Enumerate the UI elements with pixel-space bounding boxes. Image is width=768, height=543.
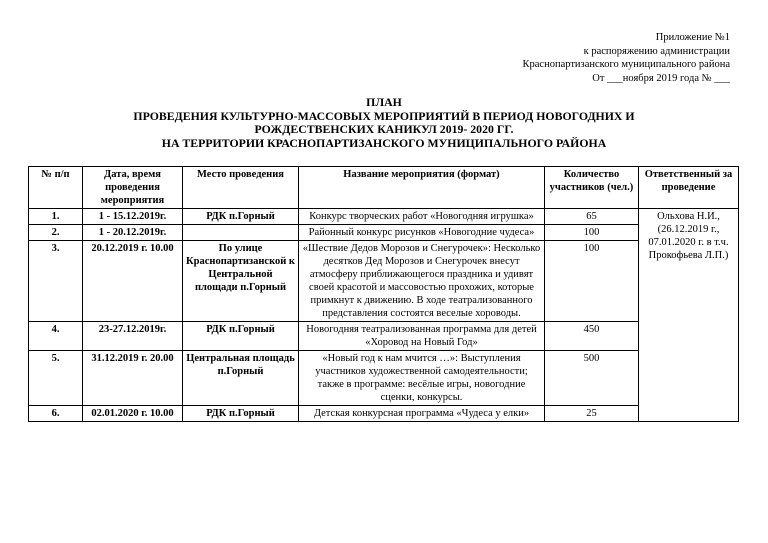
appendix-line: Краснопартизанского муниципального района: [522, 59, 730, 70]
cell-num: 1.: [29, 209, 83, 225]
cell-count: 65: [545, 209, 639, 225]
cell-num: 5.: [29, 351, 83, 406]
cell-place: РДК п.Горный: [183, 209, 299, 225]
cell-place: РДК п.Горный: [183, 406, 299, 422]
appendix-block: [523, 31, 731, 85]
table-row: [29, 241, 739, 322]
table-row: [29, 351, 739, 406]
cell-name: Районный конкурс рисунков «Новогодние чудеса»: [299, 225, 545, 241]
cell-place: Центральная площадь п.Горный: [183, 351, 299, 406]
cell-place: [183, 225, 299, 241]
cell-count: 450: [545, 322, 639, 351]
cell-name: Детская конкурсная программа «Чудеса у елки»: [299, 406, 545, 422]
cell-name: Новогодняя театрализованная программа для детей «Хоровод на Новый Год»: [299, 322, 545, 351]
header-num: № п/п: [29, 167, 83, 209]
header-place: Место проведения: [183, 167, 299, 209]
cell-num: 3.: [29, 241, 83, 322]
cell-name: Конкурс творческих работ «Новогодняя игрушка»: [299, 209, 545, 225]
cell-date: 20.12.2019 г. 10.00: [83, 241, 183, 322]
cell-responsible: Ольхова Н.И., (26.12.2019 г., 07.01.2020 г. в т.ч. Прокофьева Л.П.): [639, 209, 739, 422]
appendix-line: Приложение №1: [655, 32, 730, 43]
cell-date: 1 - 15.12.2019г.: [83, 209, 183, 225]
cell-count: 500: [545, 351, 639, 406]
title-line: НА ТЕРРИТОРИИ КРАСНОПАРТИЗАНСКОГО МУНИЦИПАЛЬНОГО РАЙОНА: [161, 135, 607, 150]
cell-num: 2.: [29, 225, 83, 241]
table-row: [29, 225, 739, 241]
table-row: [29, 322, 739, 351]
table-row: [29, 209, 739, 225]
cell-place: РДК п.Горный: [183, 322, 299, 351]
cell-count: 100: [545, 241, 639, 322]
cell-count: 25: [545, 406, 639, 422]
header-count: Количество участников (чел.): [545, 167, 639, 209]
table-header-row: [29, 167, 739, 209]
cell-count: 100: [545, 225, 639, 241]
events-table: [28, 166, 739, 422]
header-date: Дата, время проведения мероприятия: [83, 167, 183, 209]
cell-date: 1 - 20.12.2019г.: [83, 225, 183, 241]
cell-num: 6.: [29, 406, 83, 422]
cell-name: «Новый год к нам мчится …»: Выступления участников художественной самодеятельности; также в программе: весёлые игры, новогодние сценки, конкурсы.: [299, 351, 545, 406]
title-line: РОЖДЕСТВЕНСКИХ КАНИКУЛ 2019- 2020 ГГ.: [254, 122, 514, 136]
cell-date: 02.01.2020 г. 10.00: [83, 406, 183, 422]
title-line: ПРОВЕДЕНИЯ КУЛЬТУРНО-МАССОВЫХ МЕРОПРИЯТИЙ В ПЕРИОД НОВОГОДНИХ И: [133, 108, 635, 123]
cell-date: 23-27.12.2019г.: [83, 322, 183, 351]
cell-num: 4.: [29, 322, 83, 351]
appendix-line: От ___ноября 2019 года № ___: [592, 72, 730, 84]
header-name: Название мероприятия (формат): [299, 167, 545, 209]
appendix-line: к распоряжению администрации: [583, 45, 730, 57]
header-responsible: Ответственный за проведение: [639, 167, 739, 209]
document-title: [0, 96, 768, 150]
cell-place: По улице Краснопартизанской к Центральной площади п.Горный: [183, 241, 299, 322]
cell-date: 31.12.2019 г. 20.00: [83, 351, 183, 406]
table-row: [29, 406, 739, 422]
cell-name: «Шествие Дедов Морозов и Снегурочек»: Несколько десятков Дед Морозов и Снегурочек внесут атмосферу приближающегося праздника и удивят своей красотой и массовостью прохожих, которые примкнут к движению. В ходе театрализованного представления состоятся веселые хороводы.: [299, 241, 545, 322]
title-line: ПЛАН: [366, 95, 402, 109]
